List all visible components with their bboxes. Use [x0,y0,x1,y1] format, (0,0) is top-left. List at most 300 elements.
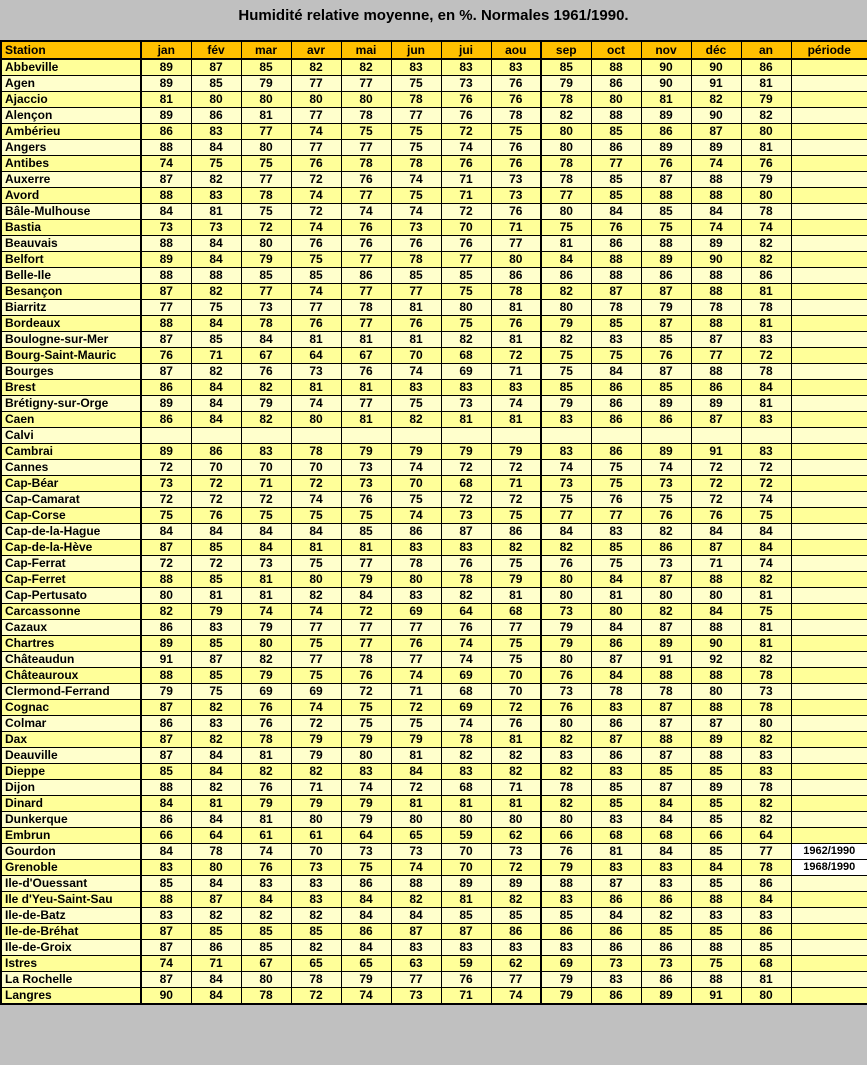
table-row-dijon [1,780,867,796]
value-cell-sep: 85 [541,59,591,76]
value-cell-mar: 80 [241,636,291,652]
value-cell-an: 79 [741,92,791,108]
value-cell-jui: 77 [441,252,491,268]
station-cell: Dieppe [1,764,141,780]
value-cell-avr: 83 [291,892,341,908]
value-cell-dec: 90 [691,636,741,652]
periode-cell [791,92,867,108]
value-cell-jui: 72 [441,204,491,220]
value-cell-sep: 78 [541,156,591,172]
value-cell-avr: 74 [291,492,341,508]
station-cell: Cazaux [1,620,141,636]
value-cell-mar: 82 [241,652,291,668]
value-cell-mar: 80 [241,972,291,988]
value-cell-sep: 78 [541,92,591,108]
value-cell-jun: 75 [391,124,441,140]
table-row-cambrai [1,444,867,460]
value-cell-aou: 76 [491,156,541,172]
value-cell-jui: 82 [441,748,491,764]
value-cell-nov: 86 [641,940,691,956]
value-cell-mar: 85 [241,940,291,956]
station-cell: Ile-de-Batz [1,908,141,924]
table-row-cap-de-la-hague [1,524,867,540]
value-cell-jun: 74 [391,860,441,876]
value-cell-dec: 87 [691,716,741,732]
value-cell-mai: 81 [341,332,391,348]
value-cell-fev: 85 [191,636,241,652]
value-cell-mar: 79 [241,620,291,636]
value-cell-oct: 85 [591,316,641,332]
value-cell-mar: 80 [241,92,291,108]
value-cell-sep: 73 [541,476,591,492]
periode-cell [791,988,867,1005]
value-cell-nov: 82 [641,604,691,620]
value-cell-avr: 75 [291,508,341,524]
value-cell-nov: 81 [641,92,691,108]
periode-cell [791,492,867,508]
value-cell-fev: 83 [191,188,241,204]
value-cell-aou: 82 [491,748,541,764]
value-cell-jan: 86 [141,716,191,732]
value-cell-dec: 90 [691,108,741,124]
value-cell-jun: 74 [391,364,441,380]
value-cell-mai: 81 [341,540,391,556]
value-cell-jun: 79 [391,444,441,460]
value-cell-jan: 88 [141,140,191,156]
value-cell-jun: 81 [391,796,441,812]
value-cell-dec: 87 [691,540,741,556]
value-cell-aou: 75 [491,636,541,652]
value-cell-aou: 80 [491,812,541,828]
value-cell-mar: 67 [241,348,291,364]
value-cell-an: 83 [741,764,791,780]
value-cell-mar: 79 [241,668,291,684]
value-cell-avr: 84 [291,524,341,540]
value-cell-mai: 76 [341,492,391,508]
value-cell-jan: 86 [141,412,191,428]
value-cell-sep: 66 [541,828,591,844]
value-cell-fev: 80 [191,92,241,108]
table-row-ile-de-brehat [1,924,867,940]
value-cell-fev: 87 [191,652,241,668]
value-cell-avr: 76 [291,236,341,252]
value-cell-jun: 75 [391,396,441,412]
value-cell-mar: 74 [241,604,291,620]
value-cell-jun: 77 [391,284,441,300]
table-row-bourges [1,364,867,380]
value-cell-jun: 74 [391,508,441,524]
periode-cell [791,668,867,684]
value-cell-sep: 76 [541,700,591,716]
value-cell-fev: 80 [191,860,241,876]
value-cell-sep: 88 [541,876,591,892]
value-cell-mai [341,428,391,444]
column-header-aou: aou [491,41,541,59]
value-cell-an: 84 [741,892,791,908]
value-cell-jan: 87 [141,924,191,940]
value-cell-nov: 87 [641,700,691,716]
value-cell-avr: 81 [291,332,341,348]
value-cell-oct: 84 [591,364,641,380]
value-cell-sep: 80 [541,124,591,140]
value-cell-mai: 79 [341,444,391,460]
value-cell-mar: 84 [241,524,291,540]
value-cell-oct: 84 [591,668,641,684]
value-cell-an: 80 [741,188,791,204]
value-cell-jui: 76 [441,92,491,108]
table-row-grenoble [1,860,867,876]
value-cell-nov: 83 [641,876,691,892]
value-cell-nov: 86 [641,972,691,988]
value-cell-mai: 75 [341,508,391,524]
value-cell-aou: 83 [491,940,541,956]
value-cell-mar: 74 [241,844,291,860]
value-cell-jun: 77 [391,620,441,636]
value-cell-aou: 73 [491,844,541,860]
value-cell-oct: 86 [591,396,641,412]
value-cell-nov: 85 [641,332,691,348]
value-cell-an: 82 [741,252,791,268]
value-cell-jui: 64 [441,604,491,620]
value-cell-nov: 88 [641,236,691,252]
value-cell-avr: 72 [291,988,341,1005]
value-cell-jun: 77 [391,108,441,124]
value-cell-jun: 75 [391,140,441,156]
value-cell-mar: 69 [241,684,291,700]
value-cell-jun: 75 [391,492,441,508]
value-cell-nov: 85 [641,204,691,220]
value-cell-jun: 77 [391,652,441,668]
value-cell-mai: 78 [341,108,391,124]
value-cell-dec: 86 [691,380,741,396]
station-cell: Langres [1,988,141,1005]
periode-cell [791,876,867,892]
value-cell-an: 74 [741,492,791,508]
value-cell-an: 68 [741,956,791,972]
value-cell-dec: 75 [691,956,741,972]
value-cell-dec: 72 [691,492,741,508]
periode-cell [791,156,867,172]
table-row-caen [1,412,867,428]
value-cell-jan: 74 [141,156,191,172]
value-cell-mar: 79 [241,396,291,412]
value-cell-sep: 85 [541,380,591,396]
value-cell-an: 64 [741,828,791,844]
station-cell: Auxerre [1,172,141,188]
column-header-avr: avr [291,41,341,59]
value-cell-mar: 67 [241,956,291,972]
value-cell-dec: 84 [691,604,741,620]
value-cell-sep: 69 [541,956,591,972]
table-row-cap-corse [1,508,867,524]
value-cell-mai: 77 [341,188,391,204]
value-cell-oct: 85 [591,540,641,556]
value-cell-jan: 81 [141,92,191,108]
value-cell-sep: 79 [541,316,591,332]
value-cell-dec: 72 [691,476,741,492]
value-cell-sep: 75 [541,492,591,508]
value-cell-aou: 86 [491,268,541,284]
value-cell-jui: 83 [441,764,491,780]
value-cell-an: 74 [741,220,791,236]
value-cell-dec: 87 [691,412,741,428]
value-cell-oct: 83 [591,524,641,540]
station-cell: Dunkerque [1,812,141,828]
value-cell-nov: 87 [641,316,691,332]
value-cell-nov: 87 [641,716,691,732]
value-cell-aou: 70 [491,668,541,684]
value-cell-an: 82 [741,236,791,252]
value-cell-aou: 76 [491,204,541,220]
value-cell-mar: 82 [241,412,291,428]
value-cell-mar: 84 [241,332,291,348]
value-cell-mar: 84 [241,892,291,908]
value-cell-sep: 77 [541,188,591,204]
value-cell-fev: 84 [191,988,241,1005]
value-cell-mai: 76 [341,364,391,380]
value-cell-jun: 80 [391,572,441,588]
value-cell-dec: 88 [691,284,741,300]
value-cell-jui: 74 [441,652,491,668]
value-cell-jui: 73 [441,396,491,412]
periode-cell [791,476,867,492]
value-cell-fev: 73 [191,220,241,236]
periode-cell [791,764,867,780]
station-cell: Bourg-Saint-Mauric [1,348,141,364]
value-cell-aou: 82 [491,764,541,780]
value-cell-oct: 87 [591,284,641,300]
table-row-cap-camarat [1,492,867,508]
value-cell-dec: 83 [691,908,741,924]
value-cell-sep: 80 [541,588,591,604]
value-cell-fev: 72 [191,556,241,572]
value-cell-fev: 85 [191,668,241,684]
value-cell-an: 78 [741,204,791,220]
table-row-chartres [1,636,867,652]
value-cell-an: 86 [741,59,791,76]
value-cell-oct: 83 [591,812,641,828]
value-cell-oct: 86 [591,444,641,460]
value-cell-mai: 78 [341,156,391,172]
column-header-jun: jun [391,41,441,59]
value-cell-mar: 61 [241,828,291,844]
table-row-antibes [1,156,867,172]
value-cell-an [741,428,791,444]
table-row-amberieu [1,124,867,140]
value-cell-jun [391,428,441,444]
value-cell-aou: 73 [491,188,541,204]
value-cell-mai: 82 [341,59,391,76]
value-cell-fev: 82 [191,172,241,188]
station-cell: Besançon [1,284,141,300]
table-row-colmar [1,716,867,732]
value-cell-avr: 85 [291,268,341,284]
value-cell-mar: 80 [241,140,291,156]
value-cell-fev: 72 [191,492,241,508]
value-cell-an: 72 [741,348,791,364]
value-cell-jui: 81 [441,796,491,812]
value-cell-fev: 82 [191,700,241,716]
value-cell-dec: 82 [691,92,741,108]
value-cell-jan: 91 [141,652,191,668]
value-cell-oct: 87 [591,876,641,892]
value-cell-avr: 74 [291,220,341,236]
table-row-chateaudun [1,652,867,668]
value-cell-jun: 63 [391,956,441,972]
station-cell: Gourdon [1,844,141,860]
station-cell: Bordeaux [1,316,141,332]
value-cell-an: 82 [741,108,791,124]
value-cell-an: 82 [741,572,791,588]
value-cell-nov: 78 [641,684,691,700]
periode-cell [791,300,867,316]
value-cell-jui: 72 [441,124,491,140]
value-cell-avr: 81 [291,380,341,396]
value-cell-jun: 75 [391,76,441,92]
value-cell-dec: 88 [691,972,741,988]
value-cell-sep: 80 [541,300,591,316]
value-cell-dec: 88 [691,172,741,188]
value-cell-an: 78 [741,860,791,876]
column-header-oct: oct [591,41,641,59]
value-cell-jan: 66 [141,828,191,844]
value-cell-nov: 80 [641,588,691,604]
value-cell-oct: 85 [591,780,641,796]
value-cell-aou: 76 [491,140,541,156]
value-cell-mai: 77 [341,284,391,300]
periode-cell [791,108,867,124]
value-cell-jun: 81 [391,748,441,764]
periode-cell [791,412,867,428]
periode-cell [791,636,867,652]
value-cell-jun: 72 [391,700,441,716]
station-cell: Avord [1,188,141,204]
value-cell-avr: 77 [291,300,341,316]
station-cell: Boulogne-sur-Mer [1,332,141,348]
value-cell-jan: 83 [141,908,191,924]
value-cell-dec: 88 [691,188,741,204]
periode-cell [791,124,867,140]
value-cell-jun: 83 [391,940,441,956]
value-cell-aou: 85 [491,908,541,924]
value-cell-avr: 70 [291,460,341,476]
table-row-ajaccio [1,92,867,108]
value-cell-an: 84 [741,524,791,540]
value-cell-fev: 76 [191,508,241,524]
value-cell-nov: 83 [641,860,691,876]
value-cell-avr: 64 [291,348,341,364]
station-cell: Ile-de-Groix [1,940,141,956]
value-cell-jui: 68 [441,780,491,796]
value-cell-jun: 75 [391,716,441,732]
value-cell-oct: 83 [591,972,641,988]
value-cell-jan: 87 [141,284,191,300]
value-cell-dec: 88 [691,748,741,764]
humidity-table [0,40,867,1005]
value-cell-nov: 86 [641,892,691,908]
value-cell-oct: 86 [591,236,641,252]
value-cell-an: 73 [741,684,791,700]
value-cell-mai: 73 [341,460,391,476]
value-cell-sep: 79 [541,860,591,876]
value-cell-jan: 72 [141,556,191,572]
value-cell-an: 82 [741,796,791,812]
value-cell-dec: 88 [691,700,741,716]
table-row-abbeville [1,59,867,76]
value-cell-nov: 86 [641,124,691,140]
periode-cell [791,572,867,588]
value-cell-avr: 73 [291,364,341,380]
value-cell-avr: 77 [291,652,341,668]
station-cell: Ajaccio [1,92,141,108]
value-cell-mar: 80 [241,236,291,252]
value-cell-an: 78 [741,780,791,796]
station-cell: Grenoble [1,860,141,876]
periode-cell [791,332,867,348]
value-cell-jui: 70 [441,844,491,860]
value-cell-nov: 75 [641,220,691,236]
value-cell-sep: 84 [541,252,591,268]
value-cell-dec: 71 [691,556,741,572]
value-cell-nov: 87 [641,572,691,588]
value-cell-aou: 81 [491,412,541,428]
value-cell-mar: 78 [241,316,291,332]
table-row-belle-ile [1,268,867,284]
station-cell: Antibes [1,156,141,172]
value-cell-sep: 79 [541,396,591,412]
value-cell-aou: 81 [491,796,541,812]
value-cell-mai: 77 [341,396,391,412]
value-cell-jan: 77 [141,300,191,316]
value-cell-nov: 76 [641,508,691,524]
value-cell-aou: 76 [491,716,541,732]
value-cell-avr: 65 [291,956,341,972]
column-header-dec: déc [691,41,741,59]
table-row-biarritz [1,300,867,316]
value-cell-fev: 70 [191,460,241,476]
value-cell-aou: 68 [491,604,541,620]
value-cell-mai: 77 [341,556,391,572]
station-cell: Dinard [1,796,141,812]
value-cell-sep: 86 [541,268,591,284]
value-cell-avr: 76 [291,316,341,332]
value-cell-nov: 87 [641,620,691,636]
value-cell-jun: 82 [391,892,441,908]
value-cell-jan: 88 [141,892,191,908]
value-cell-aou: 81 [491,588,541,604]
value-cell-jui: 68 [441,684,491,700]
value-cell-an: 83 [741,908,791,924]
table-header [1,41,867,59]
value-cell-sep: 84 [541,524,591,540]
value-cell-oct: 86 [591,988,641,1005]
value-cell-avr: 74 [291,188,341,204]
table-row-cap-bear [1,476,867,492]
column-header-mar: mar [241,41,291,59]
value-cell-nov: 89 [641,140,691,156]
value-cell-jui: 79 [441,444,491,460]
value-cell-dec: 90 [691,59,741,76]
value-cell-jan: 72 [141,492,191,508]
value-cell-jan: 73 [141,476,191,492]
value-cell-jan: 88 [141,268,191,284]
table-row-auxerre [1,172,867,188]
value-cell-jan: 83 [141,860,191,876]
column-header-sep: sep [541,41,591,59]
value-cell-oct: 73 [591,956,641,972]
value-cell-jan: 87 [141,732,191,748]
value-cell-nov: 76 [641,348,691,364]
